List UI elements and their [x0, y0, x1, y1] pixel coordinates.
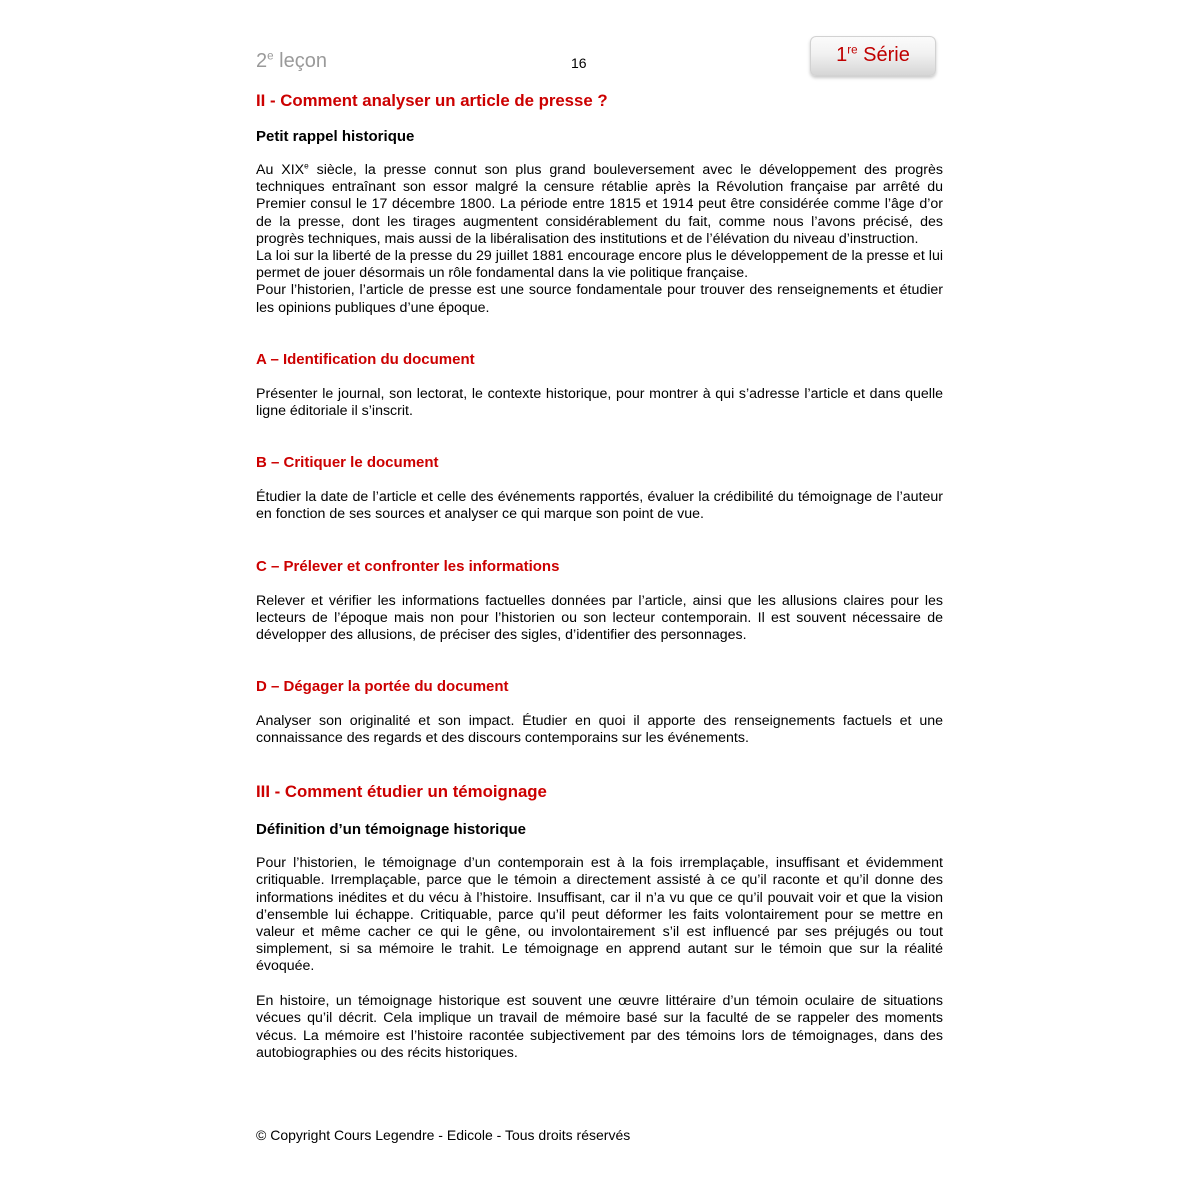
page-number: 16 — [571, 55, 587, 71]
subsection-heading: D – Dégager la portée du document — [256, 678, 509, 696]
subsection-text: Présenter le journal, son lectorat, le contexte historique, pour montrer à qui s’adresse l’article et dans quelle ligne éditoriale il s’inscrit. — [256, 385, 943, 420]
intro-text — [256, 162, 943, 317]
intro-heading: Petit rappel historique — [256, 128, 415, 145]
series-number: 1 — [836, 44, 848, 66]
century-ordinal-suffix: e — [304, 161, 309, 171]
subsection-heading: A – Identification du document — [256, 350, 475, 368]
section-3-title: III - Comment étudier un témoignage — [256, 782, 547, 802]
subsection-d — [256, 678, 943, 747]
subsection-c — [256, 558, 943, 645]
footer-copyright: © Copyright Cours Legendre - Edicole - Tous droits réservés — [256, 1127, 631, 1143]
series-badge — [810, 36, 936, 76]
section-3-paragraph: Pour l’historien, le témoignage d’un contemporain est à la fois irremplaçable, insuffisant et évidemment critiquable. Irremplaçable, parce que le témoin a directement assisté à ce qu’il raconte et qu’il donne des informations inédites et du vécu à l’histoire. Insuffisant, car il n’a vu que ce qu’il pouvait voir et que la vision d’ensemble lui échappe. Critiquable, parce qu’il peut déformer les faits volontairement pour se mettre en valeur et même cacher ce qui le gêne, ou involontairement s’il est influencé par ses préjugés ou tout simplement, si sa mémoire le trahit. Le témoignage en apprend autant sur le témoin que sur la réalité évoquée. — [256, 855, 943, 975]
section-3-subheading: Définition d’un témoignage historique — [256, 821, 526, 839]
section-3-text — [256, 855, 943, 1062]
subsection-a — [256, 351, 943, 420]
document-body — [256, 91, 943, 1062]
subsection-text: Étudier la date de l’article et celle des événements rapportés, évaluer la crédibilité du témoignage de l’auteur en fonction de ses sources et analyser ce qui marque son point de vue. — [256, 489, 943, 523]
intro-paragraph-rest: siècle, la presse connut son plus grand bouleversement avec le développement des progrès techniques entraînant son essor malgré la censure rétablie après la Révolution française par arrêté du Premier consul le 17 décembre 1800. La période entre 1815 et 1914 peut être considérée comme l’âge d’or de la presse, dont les tirages augmentent considérablement du fait, comme nous l’avons précisé, des progrès techniques, mais aussi de la libéralisation des institutions et de l’élévation du niveau d’instruction. — [256, 162, 943, 247]
lesson-word: leçon — [279, 50, 327, 72]
lesson-label — [256, 48, 327, 74]
series-word: Série — [863, 44, 910, 66]
subsection-heading: C – Prélever et confronter les informations — [256, 557, 560, 575]
intro-paragraph-start: Au XIX — [256, 162, 305, 178]
lesson-number: 2 — [256, 50, 268, 72]
subsection-text: Analyser son originalité et son impact. Étudier en quoi il apporte des renseignements factuels et une connaissance des regards et des discours contemporains sur les événements. — [256, 713, 943, 747]
section-3-paragraph: En histoire, un témoignage historique est souvent une œuvre littéraire d’un témoin oculaire de situations vécues qu’il décrit. Cela implique un travail de mémoire basé sur la faculté de se rappeler des moments vécus. La mémoire est l’histoire racontée subjectivement par des témoins lors de témoignages, dans des autobiographies ou des récits historiques. — [256, 993, 943, 1061]
intro-paragraph: La loi sur la liberté de la presse du 29 juillet 1881 encourage encore plus le développement de la presse et lui permet de jouer désormais un rôle fondamental dans la vie politique française. — [256, 248, 943, 282]
intro-paragraph: Pour l’historien, l’article de presse est une source fondamentale pour trouver des renseignements et étudier les opinions publiques d’une époque. — [256, 282, 943, 316]
subsection-b — [256, 454, 943, 523]
section-2-title: II - Comment analyser un article de presse ? — [256, 91, 608, 110]
lesson-ordinal-suffix: e — [267, 49, 274, 63]
subsection-heading: B – Critiquer le document — [256, 454, 439, 472]
section-3 — [256, 782, 943, 1062]
intro-paragraph — [256, 162, 943, 248]
series-ordinal-suffix: re — [847, 43, 858, 57]
subsection-text: Relever et vérifier les informations factuelles données par l’article, ainsi que les allusions claires pour les lecteurs de l’époque mais non pour l’historien ou son lecteur contemporain. Il est souvent nécessaire de développer des allusions, de préciser des sigles, d’identifier des personnages. — [256, 592, 943, 644]
